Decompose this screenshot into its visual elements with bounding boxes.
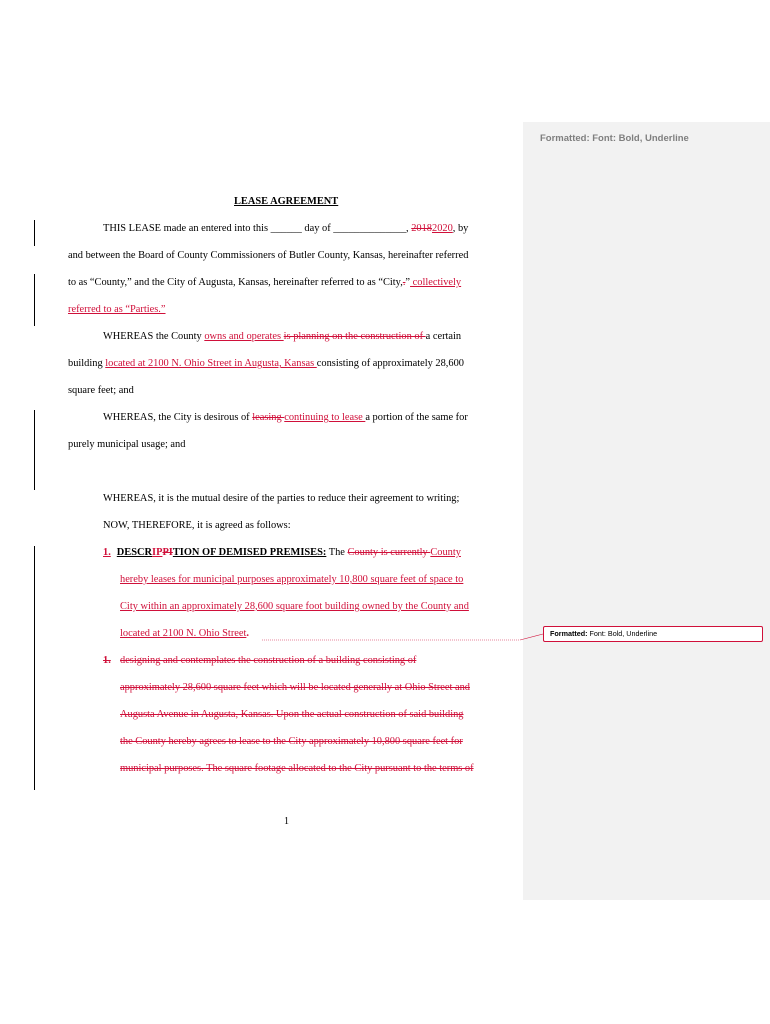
text-run: building xyxy=(68,358,106,369)
inserted-line: hereby leases for municipal purposes approximately 10,800 square feet of space to xyxy=(120,574,464,585)
inserted-text: IP xyxy=(152,547,163,558)
text-run: The xyxy=(326,547,348,558)
deleted-line: municipal purposes. The square footage allocated to the City pursuant to the terms of xyxy=(120,763,474,774)
inserted-text: located at 2100 N. Ohio Street xyxy=(120,628,247,639)
inserted-text: 2020 xyxy=(432,223,453,234)
deleted-line: Augusta Avenue in Augusta, Kansas. Upon the actual construction of said building xyxy=(120,709,464,720)
deleted-number: 1. xyxy=(103,655,111,666)
deleted-line: the County hereby agrees to lease to the City approximately 10,800 square feet for xyxy=(120,736,463,747)
text-run: , by xyxy=(452,223,469,234)
text-run: to as “County,” and the City of Augusta, Kansas, hereinafter referred to as “City, xyxy=(68,277,403,288)
inserted-text: located at 2100 N. Ohio Street in Augusta, Kansas xyxy=(105,358,317,369)
balloon-text: Font: Bold, Underline xyxy=(589,629,658,638)
section-number: 1. xyxy=(103,547,111,558)
inserted-line: City within an approximately 28,600 square foot building owned by the County and xyxy=(120,601,469,612)
para-line: WHEREAS, it is the mutual desire of the parties to reduce their agreement to writing; xyxy=(103,493,460,504)
deleted-text: County is currently xyxy=(347,547,431,558)
text-run: a portion of the same for xyxy=(365,412,468,423)
page-number: 1 xyxy=(284,816,289,827)
text-run: WHEREAS, the City is desirous of xyxy=(103,412,253,423)
text-run: ” xyxy=(405,277,411,288)
deleted-text: 2018 xyxy=(411,223,432,234)
heading-text: DESCR xyxy=(116,547,153,558)
para-line: square feet; and xyxy=(68,385,134,396)
inserted-text: County xyxy=(430,547,461,558)
text-run: a certain xyxy=(425,331,462,342)
text-run: WHEREAS the County xyxy=(103,331,205,342)
inserted-text: . xyxy=(246,628,249,639)
deleted-line: approximately 28,600 square feet which will be located generally at Ohio Street and xyxy=(120,682,470,693)
inserted-text: referred to as “Parties.” xyxy=(68,304,166,315)
deleted-text: is planning on the construction of xyxy=(283,331,426,342)
page-title: LEASE AGREEMENT xyxy=(234,196,339,207)
deleted-text: leasing xyxy=(252,412,285,423)
pane-title: Formatted: Font: Bold, Underline xyxy=(540,133,689,144)
format-balloon[interactable] xyxy=(543,626,763,642)
deleted-text: . xyxy=(402,277,406,288)
inserted-text: continuing to lease xyxy=(284,412,366,423)
balloon-label: Formatted: xyxy=(550,629,588,638)
para-line: NOW, THEREFORE, it is agreed as follows: xyxy=(103,520,291,531)
deleted-text: PI xyxy=(162,547,173,558)
inserted-text: collectively xyxy=(410,277,462,288)
para-line: and between the Board of County Commissioners of Butler County, Kansas, hereinafter referred xyxy=(68,250,469,261)
text-run: consisting of approximately 28,600 xyxy=(316,358,464,369)
deleted-line: designing and contemplates the construction of a building consisting of xyxy=(120,655,417,666)
heading-text: TION OF DEMISED PREMISES: xyxy=(172,547,327,558)
text-run: THIS LEASE made an entered into this ______ day of ______________, xyxy=(103,223,412,234)
inserted-text: owns and operates xyxy=(204,331,284,342)
connector-line xyxy=(520,634,543,640)
para-line: purely municipal usage; and xyxy=(68,439,186,450)
